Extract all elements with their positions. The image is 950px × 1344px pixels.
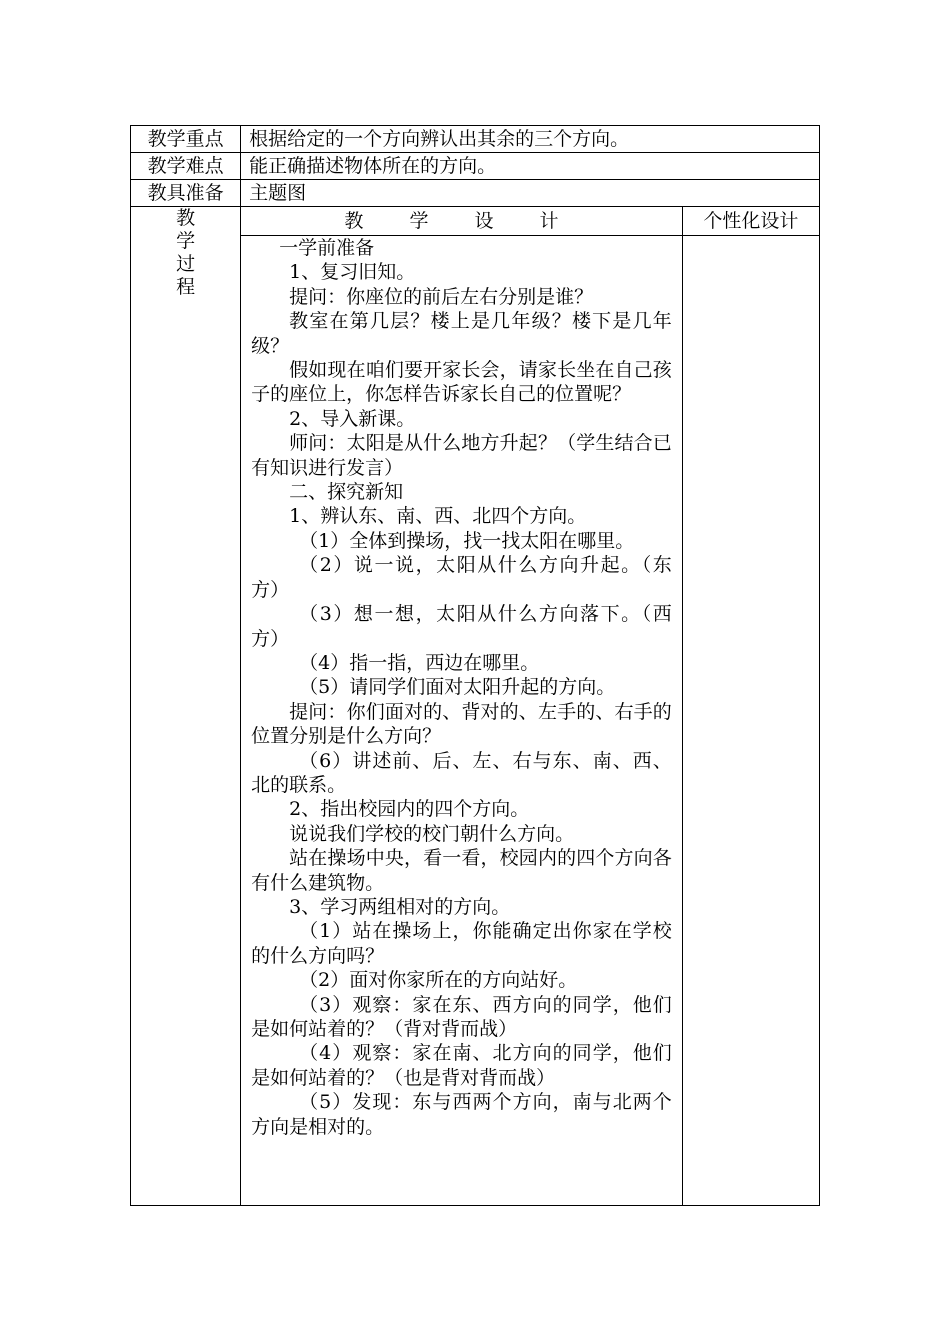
difficulty-label: 教学难点 (131, 153, 241, 180)
key-point-label: 教学重点 (131, 126, 241, 153)
process-label-char: 学 (176, 230, 196, 252)
materials-row (131, 180, 820, 207)
paragraph: （1）全体到操场，找一找太阳在哪里。 (299, 529, 635, 552)
materials-value: 主题图 (241, 180, 820, 207)
materials-label: 教具准备 (131, 180, 241, 207)
process-header-row (131, 207, 820, 236)
paragraph: 假如现在咱们要开家长会，请家长坐在自己孩子的座位上，你怎样告诉家长自己的位置呢？ (251, 359, 672, 406)
paragraph: 1、复习旧知。 (289, 261, 416, 284)
paragraph: 提问：你座位的前后左右分别是谁？ (289, 285, 594, 308)
process-label-char: 过 (176, 253, 196, 275)
key-point-row (131, 126, 820, 153)
process-label-char: 教 (176, 207, 196, 229)
paragraph: （2）面对你家所在的方向站好。 (299, 969, 578, 992)
lesson-plan-table (130, 125, 820, 1206)
paragraph: （3）观察：家在东、西方向的同学，他们是如何站着的？（背对背而战） (251, 993, 672, 1040)
personalized-design-cell (682, 236, 819, 1206)
paragraph: （3）想一想，太阳从什么方向落下。（西方） (251, 603, 672, 650)
personalized-design-header: 个性化设计 (682, 207, 819, 236)
key-point-value: 根据给定的一个方向辨认出其余的三个方向。 (241, 126, 820, 153)
section-heading: 一学前准备 (279, 237, 375, 259)
paragraph: 3、学习两组相对的方向。 (289, 895, 511, 918)
paragraph: （4）观察：家在南、北方向的同学，他们是如何站着的？（也是背对背而战） (251, 1042, 672, 1089)
paragraph: 2、指出校园内的四个方向。 (289, 798, 530, 821)
paragraph: 提问：你们面对的、背对的、左手的、右手的位置分别是什么方向？ (251, 700, 672, 748)
paragraph: 站在操场中央，看一看，校园内的四个方向各有什么建筑物。 (251, 847, 672, 894)
paragraph: 教室在第几层？楼上是几年级？楼下是几年级？ (251, 310, 672, 357)
difficulty-row (131, 153, 820, 180)
paragraph: （5）发现：东与西两个方向，南与北两个方向是相对的。 (251, 1091, 672, 1138)
paragraph: （6）讲述前、后、左、右与东、南、西、北的联系。 (251, 749, 672, 796)
paragraph: 1、辨认东、南、西、北四个方向。 (289, 505, 587, 528)
design-content (241, 236, 683, 1206)
design-header: 教 学 设 计 (241, 207, 683, 236)
process-label (131, 207, 241, 1206)
paragraph: 说说我们学校的校门朝什么方向。 (289, 822, 575, 845)
paragraph: （1）站在操场上，你能确定出你家在学校的什么方向吗？ (251, 920, 672, 967)
difficulty-value: 能正确描述物体所在的方向。 (241, 153, 820, 180)
paragraph: 2、导入新课。 (289, 407, 416, 430)
process-label-char: 程 (176, 276, 196, 298)
section-heading: 二、探究新知 (289, 481, 404, 504)
paragraph: 师问：太阳是从什么地方升起？（学生结合已有知识进行发言） (251, 432, 672, 479)
paragraph: （2）说一说，太阳从什么方向升起。（东方） (251, 554, 672, 601)
paragraph: （4）指一指，西边在哪里。 (299, 651, 540, 674)
paragraph: （5）请同学们面对太阳升起的方向。 (299, 676, 616, 699)
